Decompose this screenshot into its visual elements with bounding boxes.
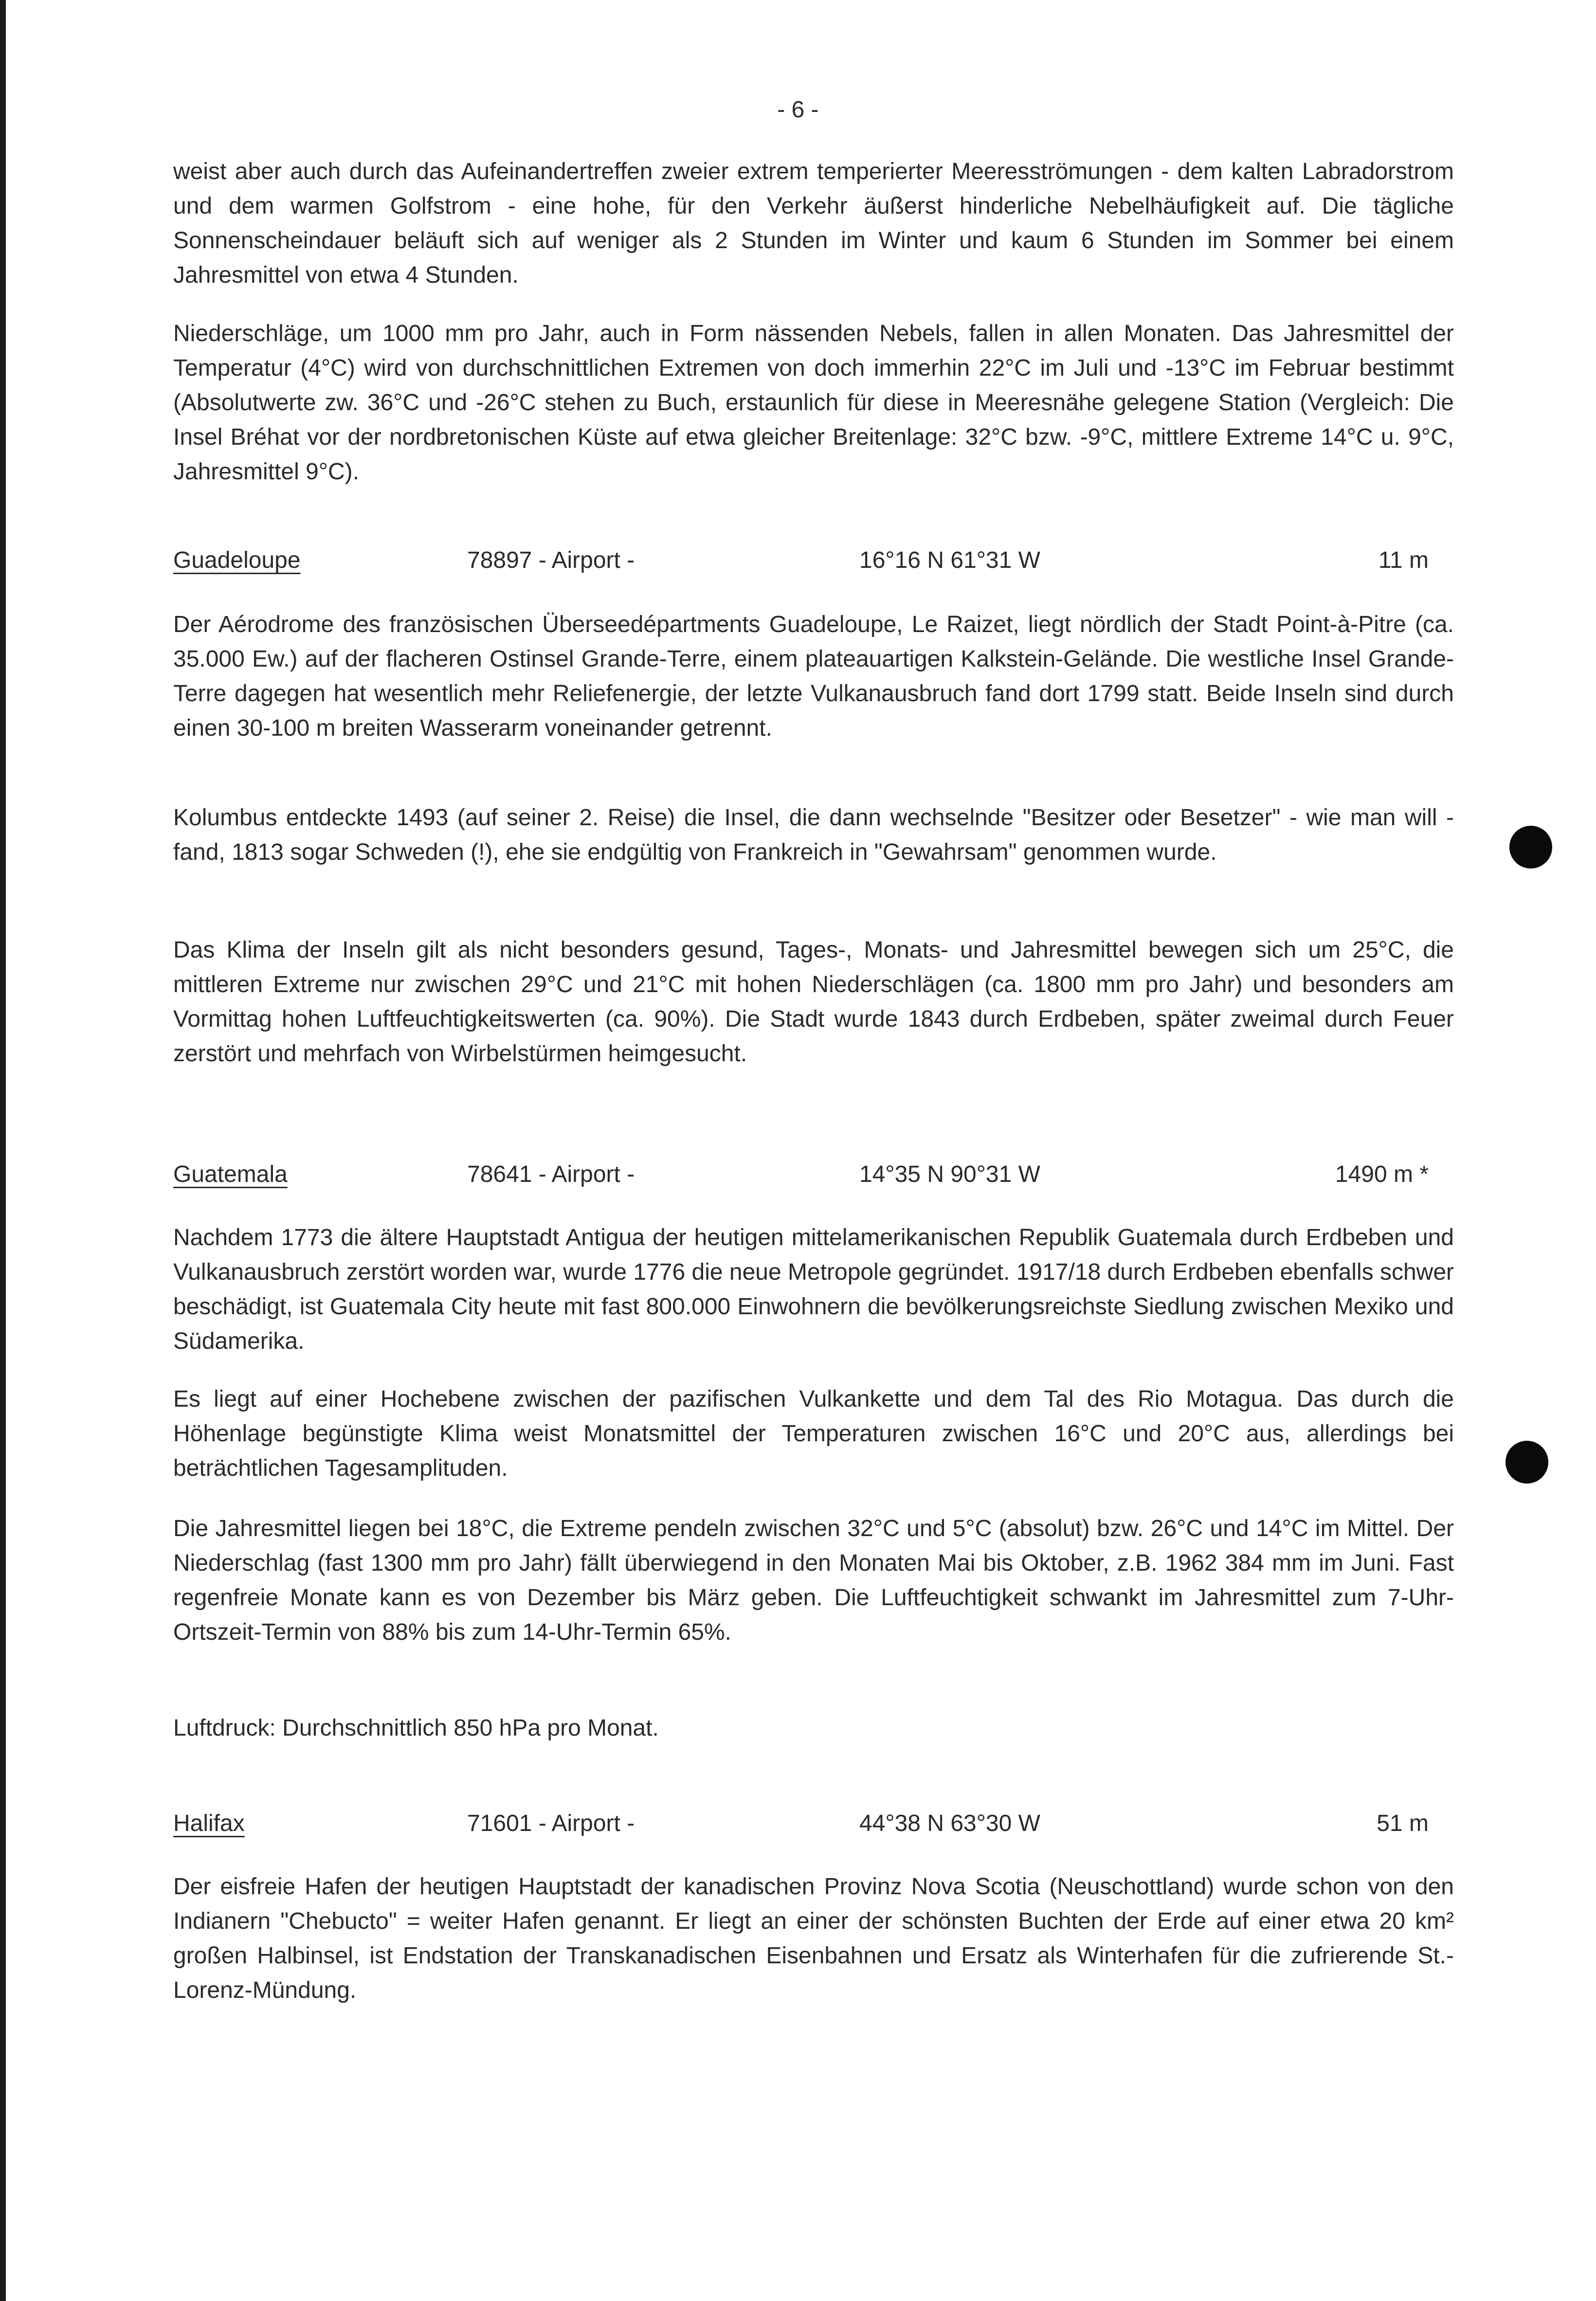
station-name: Guatemala: [173, 1161, 288, 1187]
intro-paragraph-1: weist aber auch durch das Aufeinandertreffen zweier extrem temperierter Meeresströmungen - dem kalten Labradorstrom und dem warmen Golfstrom - eine hohe, für den Verkehr äußerst hinderliche Nebelhäufigkeit auf. Die tägliche Sonnenscheindauer beläuft sich auf weniger als 2 Stunden im Winter und kaum 6 Stunden im Sommer bei einem Jahresmittel von etwa 4 Stunden.: [173, 159, 1454, 288]
guadeloupe-paragraph-3: Das Klima der Inseln gilt als nicht besonders gesund, Tages-, Monats- und Jahresmittel bewegen sich um 25°C, die mittleren Extreme nur zwischen 29°C und 21°C mit hohen Niederschlägen (ca. 1800 mm pro Jahr) und besonders am Vormittag hohen Luftfeuchtigkeitswerten (ca. 90%). Die Stadt wurde 1843 durch Erdbeben, später zweimal durch Feuer zerstört und mehrfach von Wirbelstürmen heimgesucht.: [173, 937, 1454, 1067]
halifax-paragraph-1: Der eisfreie Hafen der heutigen Hauptstadt der kanadischen Provinz Nova Scotia (Neuschottland) wurde schon von den Indianern "Chebucto" = weiter Hafen genannt. Er liegt an einer der schönsten Buchten der Erde auf einer etwa 20 km² großen Halbinsel, ist Endstation der Transkanadischen Eisenbahnen und Ersatz als Winterhafen für die zufrierende St.-Lorenz-Mündung.: [173, 1874, 1454, 2003]
station-altitude: 11 m: [1378, 547, 1429, 573]
punch-hole: [1509, 826, 1552, 869]
guatemala-paragraph-3: Die Jahresmittel liegen bei 18°C, die Extreme pendeln zwischen 32°C und 5°C (absolut) bzw. 26°C und 14°C im Mittel. Der Niederschlag (fast 1300 mm pro Jahr) fällt überwiegend in den Monaten Mai bis Oktober, z.B. 1962 384 mm im Juni. Fast regenfreie Monate kann es von Dezember bis März geben. Die Luftfeuchtigkeit schwankt im Jahresmittel zum 7-Uhr-Ortszeit-Termin von 88% bis zum 14-Uhr-Termin 65%.: [173, 1516, 1454, 1645]
guadeloupe-paragraph-2: Kolumbus entdeckte 1493 (auf seiner 2. Reise) die Insel, die dann wechselnde "Besitzer oder Besetzer" - wie man will - fand, 1813 sogar Schweden (!), ehe sie endgültig von Frankreich in "Gewahrsam" genommen wurde.: [173, 805, 1454, 865]
station-name: Guadeloupe: [173, 547, 301, 573]
station-coordinates: 16°16 N 61°31 W: [859, 547, 1040, 573]
guadeloupe-paragraph-1: Der Aérodrome des französischen Überseedépartments Guadeloupe, Le Raizet, liegt nördlich der Stadt Point-à-Pitre (ca. 35.000 Ew.) auf der flacheren Ostinsel Grande-Terre, einem plateauartigen Kalkstein-Gelände. Die westliche Insel Grande-Terre dagegen hat wesentlich mehr Reliefenergie, der letzte Vulkanausbruch fand dort 1799 statt. Beide Inseln sind durch einen 30-100 m breiten Wasserarm voneinander getrennt.: [173, 612, 1454, 741]
station-name: Halifax: [173, 1811, 245, 1836]
station-id: 78897 - Airport -: [467, 547, 635, 573]
station-id: 71601 - Airport -: [467, 1811, 635, 1836]
station-id: 78641 - Airport -: [467, 1161, 635, 1187]
guatemala-paragraph-2: Es liegt auf einer Hochebene zwischen der pazifischen Vulkankette und dem Tal des Rio Motagua. Das durch die Höhenlage begünstigte Klima weist Monatsmittel der Temperaturen zwischen 16°C und 20°C aus, allerdings bei beträchtlichen Tagesamplituden.: [173, 1386, 1454, 1481]
intro-paragraph-2: Niederschläge, um 1000 mm pro Jahr, auch in Form nässenden Nebels, fallen in allen Monaten. Das Jahresmittel der Temperatur (4°C) wird von durchschnittlichen Extremen von doch immerhin 22°C im Juli und -13°C im Februar bestimmt (Absolutwerte zw. 36°C und -26°C stehen zu Buch, erstaunlich für diese in Meeresnähe gelegene Station (Vergleich: Die Insel Bréhat vor der nordbretonischen Küste auf etwa gleicher Breitenlage: 32°C bzw. -9°C, mittlere Extreme 14°C u. 9°C, Jahresmittel 9°C).: [173, 321, 1454, 485]
scan-edge: [0, 0, 6, 2301]
page-number: - 6 -: [777, 97, 819, 123]
punch-hole: [1505, 1441, 1548, 1484]
guatemala-paragraph-1: Nachdem 1773 die ältere Hauptstadt Antigua der heutigen mittelamerikanischen Republik Guatemala durch Erdbeben und Vulkanausbruch zerstört worden war, wurde 1776 die neue Metropole gegründet. 1917/18 durch Erdbeben ebenfalls schwer beschädigt, ist Guatemala City heute mit fast 800.000 Einwohnern die bevölkerungsreichste Siedlung zwischen Mexiko und Südamerika.: [173, 1225, 1454, 1354]
guatemala-paragraph-4: Luftdruck: Durchschnittlich 850 hPa pro Monat.: [173, 1715, 659, 1741]
station-header-guatemala: [173, 1158, 1458, 1192]
station-altitude: 1490 m *: [1335, 1161, 1429, 1187]
station-altitude: 51 m: [1377, 1811, 1429, 1836]
station-header-guadeloupe: [173, 544, 1458, 578]
station-header-halifax: [173, 1807, 1458, 1841]
station-coordinates: 44°38 N 63°30 W: [859, 1811, 1040, 1836]
station-coordinates: 14°35 N 90°31 W: [859, 1161, 1040, 1187]
